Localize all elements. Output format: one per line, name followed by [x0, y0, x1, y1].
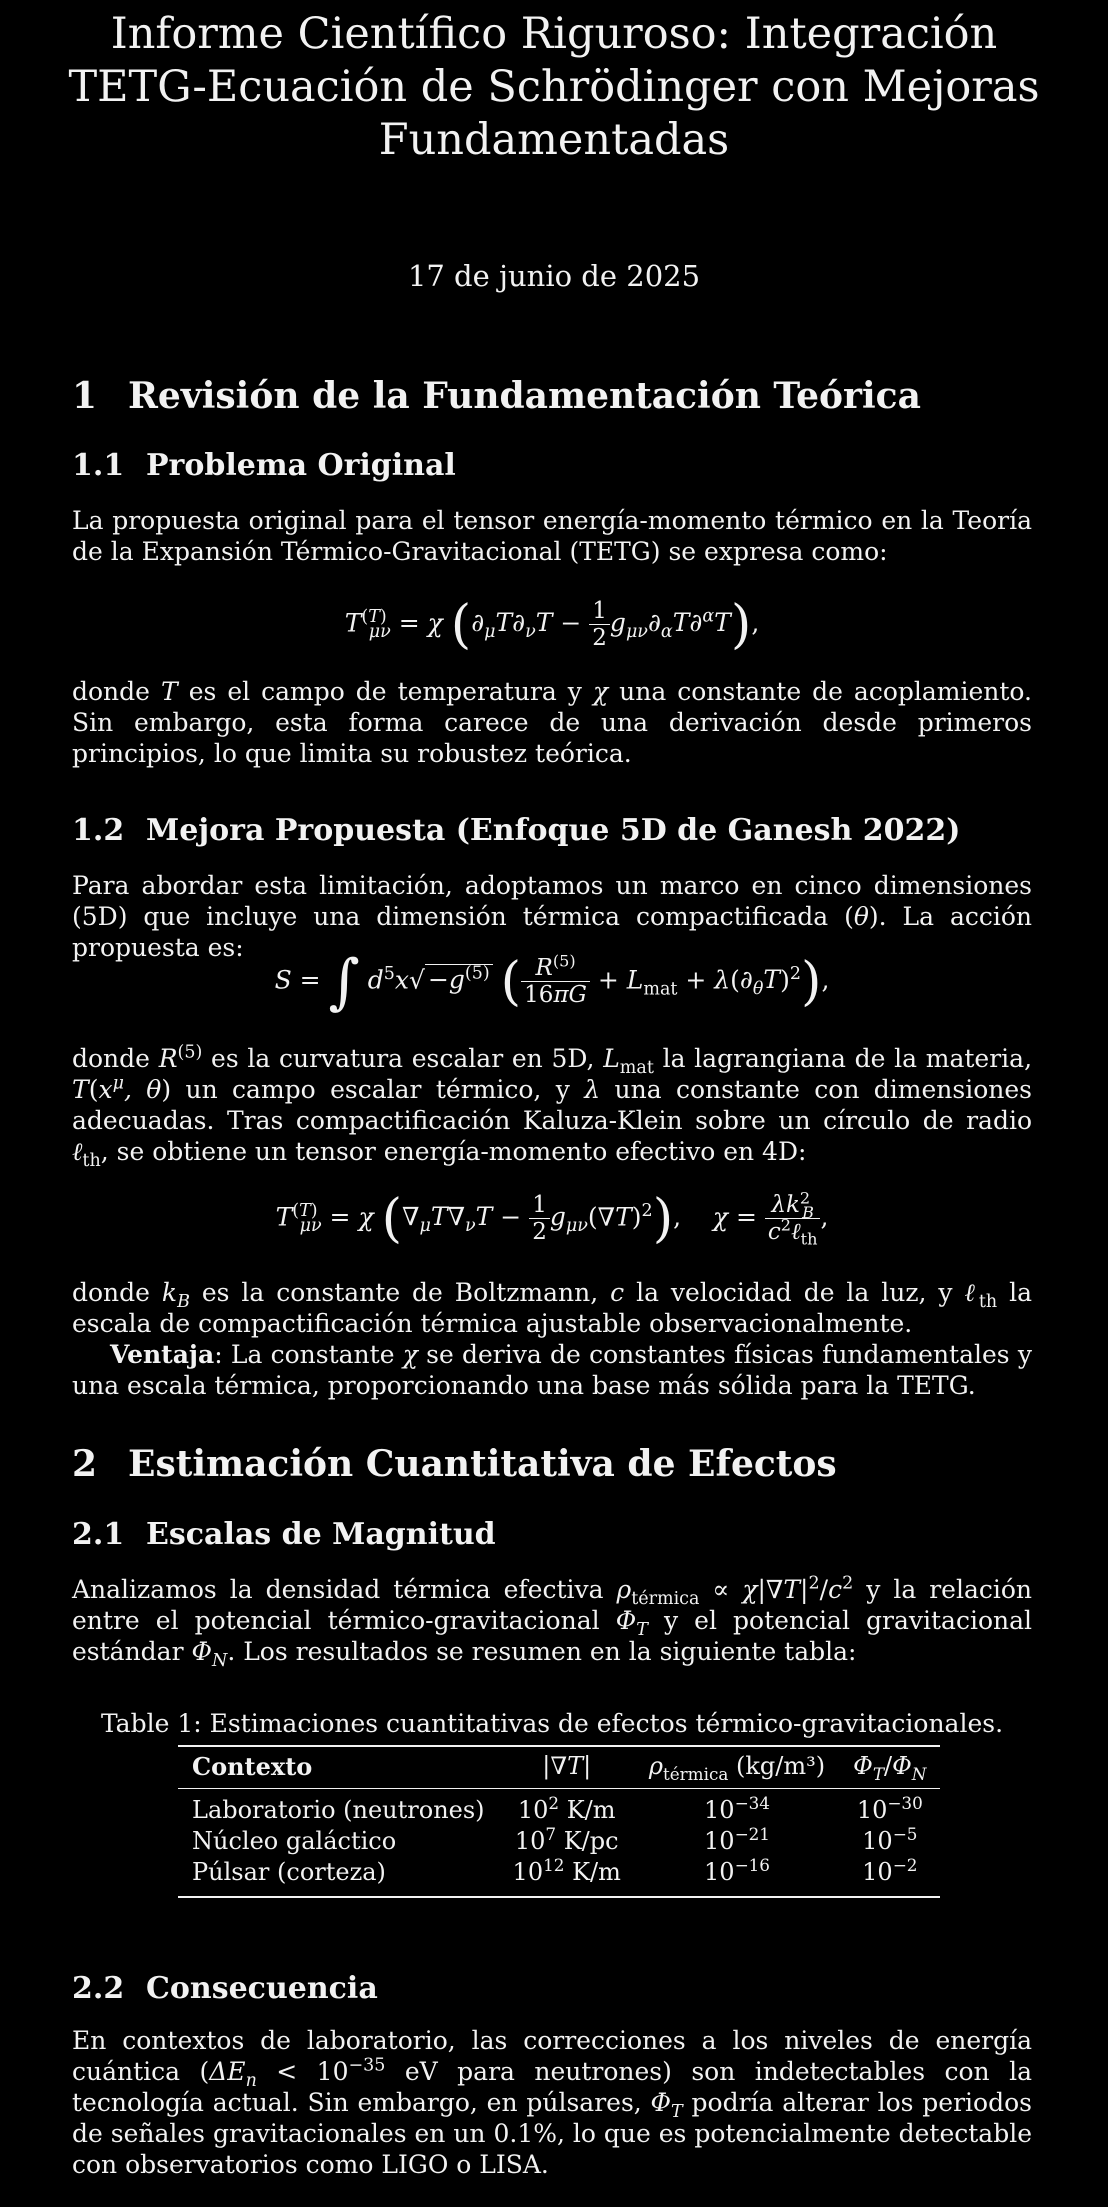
document-title: Informe Científico Riguroso: Integración TETG-Ecuación de Schrödinger con Mejoras Fundamentadas	[68, 9, 1040, 165]
table-row	[178, 1857, 940, 1897]
subsection-title: Consecuencia	[146, 1971, 378, 2006]
cell-ratio: $10^{-2}$	[862, 1855, 918, 1886]
subsection-1-1-heading	[72, 447, 1072, 485]
section-number: 1	[72, 375, 98, 417]
table-row	[178, 1826, 940, 1857]
paragraph-5d-intro: Para abordar esta limitación, adoptamos un marco en cinco dimensiones (5D) que incluye una dimensión térmica compactificada (θ). La acción propuesta es:	[72, 871, 1032, 962]
cell-gradient: $10^{12}$ K/m	[512, 1855, 621, 1886]
cell-density: $10^{-34}$	[704, 1793, 770, 1824]
paragraph-5d-explanation: donde $R^{(5)}$ es la curvatura escalar en 5D, $L_{mat}$ la lagrangiana de la materia, $T(x^\mu$, θ) un campo escalar térmico, y λ una constante con dimensiones adecuadas. Tras compactificación Kaluza-Klein sobre un círculo de radio ℓ$_{th}$, se obtiene un tensor energía-momento efectivo en 4D:	[72, 1042, 1033, 1171]
section-1-heading	[72, 374, 1072, 418]
equation-5d-action: S = ∫ $d^5x√ -g^{(5)}$ ( $\frac{R^{(5)}}{16\pi G}$ + $L_{mat} + \lambda(\partial_\theta T)^2$),	[274, 946, 830, 1017]
cell-gradient: $10^7$ K/pc	[514, 1824, 619, 1855]
equation-original-tensor: $T^{(T)}_{\mu\nu} = \chi$ ($\partial_\mu T\partial_\nu T$ − $\frac{1}{2}$ $g_{\mu\nu}\partial_\alpha T\partial^\alpha T$),	[344, 593, 760, 655]
subsection-title: Problema Original	[146, 448, 456, 483]
table-row	[178, 1789, 940, 1827]
subsection-title: Mejora Propuesta (Enfoque 5D de Ganesh 2022)	[146, 813, 961, 848]
paragraph-constants-explanation: donde $k_B$ es la constante de Boltzmann, c la velocidad de la luz, y ℓ$_{th}$ la escala de compactificación térmica ajustable observacionalmente.	[72, 1278, 1033, 1338]
cell-gradient: $10^2$ K/m	[517, 1793, 616, 1824]
table-caption: Table 1: Estimaciones cuantitativas de efectos térmico-gravitacionales.	[100, 1709, 1004, 1738]
estimates-table	[178, 1745, 940, 1898]
column-header-ratio: $\Phi_T/\Phi_N$	[853, 1752, 927, 1784]
column-header-context: Contexto	[192, 1752, 313, 1781]
paragraph-advantage: Ventaja: La constante χ se deriva de constantes físicas fundamentales y una escala térmica, proporcionando una base más sólida para la TETG.	[72, 1340, 1032, 1400]
column-header-density: $\rho_{térmica}$ (kg/m³)	[648, 1752, 826, 1784]
paragraph-original-tensor-explanation: donde T es el campo de temperatura y χ una constante de acoplamiento. Sin embargo, esta forma carece de una derivación desde primeros principios, lo que limita su robustez teórica.	[72, 677, 1032, 768]
section-number: 2	[72, 1443, 98, 1485]
cell-ratio: $10^{-5}$	[862, 1824, 918, 1855]
column-header-gradient: |∇T|	[542, 1752, 592, 1780]
subsection-number: 1.2	[72, 813, 125, 848]
paragraph-original-tensor-intro: La propuesta original para el tensor energía-momento térmico en la Teoría de la Expansión Térmico-Gravitacional (TETG) se expresa como:	[72, 506, 1032, 566]
cell-ratio: $10^{-30}$	[856, 1793, 923, 1824]
cell-context: Púlsar (corteza)	[192, 1858, 386, 1886]
subsection-number: 2.1	[72, 1517, 125, 1552]
cell-density: $10^{-16}$	[704, 1855, 770, 1886]
equation-effective-tensor: $T^{(T)}_{\mu\nu} = \chi$ ($\nabla_\mu T\nabla_\nu T$ − $\frac{1}{2}$ $g_{\mu\nu}(\nabla T)^2$), χ = $\frac{\lambda k^2_B}{c^2\ell_{th}}$ ,	[275, 1187, 829, 1250]
section-title: Revisión de la Fundamentación Teórica	[128, 375, 921, 417]
subsection-2-1-heading	[72, 1516, 1072, 1554]
table-header-row	[178, 1746, 940, 1789]
section-title: Estimación Cuantitativa de Efectos	[128, 1443, 837, 1485]
section-2-heading	[72, 1442, 1072, 1486]
subsection-1-2-heading	[72, 812, 1072, 850]
paragraph-magnitude-scales: Analizamos la densidad térmica efectiva $\rho_{térmica} \propto \chi|\nabla T|^2/c^2$ y la relación entre el potencial térmico-gravitacional $\Phi_T$ y el potencial gravitacional estándar $\Phi_N$. Los resultados se resumen en la siguiente tabla:	[72, 1573, 1033, 1671]
document-date: 17 de junio de 2025	[407, 259, 701, 293]
paragraph-consequence: En contextos de laboratorio, las correcciones a los niveles de energía cuántica ($\Delta E_n < 10^{-35}$ eV para neutrones) son indetectables con la tecnología actual. Sin embargo, en púlsares, $\Phi_T$ podría alterar los periodos de señales gravitacionales en un 0.1%, lo que es potencialmente detectable con observatorios como LIGO o LISA.	[72, 2026, 1032, 2179]
cell-context: Laboratorio (neutrones)	[192, 1796, 485, 1824]
subsection-2-2-heading	[72, 1970, 1072, 2008]
subsection-number: 2.2	[72, 1971, 125, 2006]
subsection-number: 1.1	[72, 448, 125, 483]
cell-context: Núcleo galáctico	[192, 1827, 397, 1855]
subsection-title: Escalas de Magnitud	[146, 1517, 496, 1552]
cell-density: $10^{-21}$	[704, 1824, 770, 1855]
